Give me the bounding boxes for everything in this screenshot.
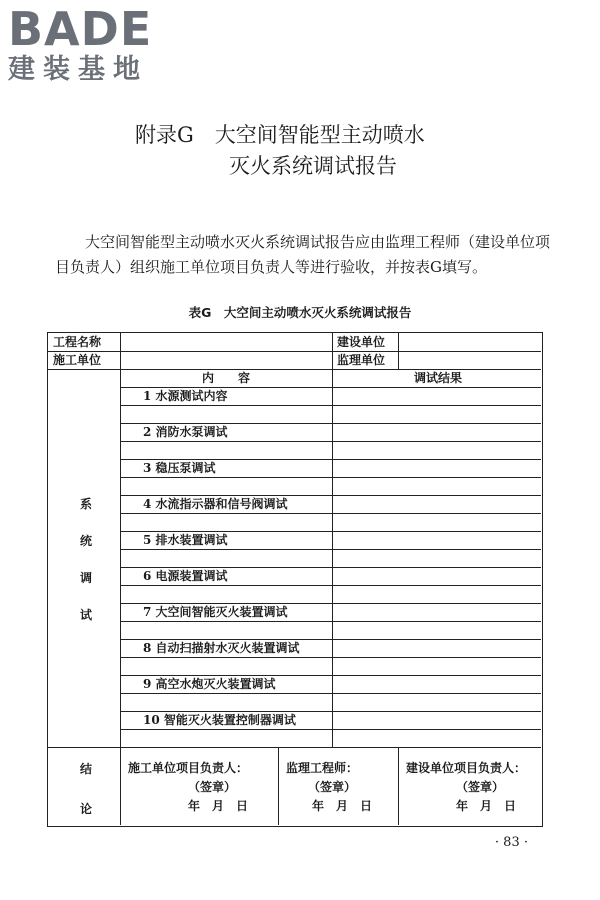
supervision-unit-value[interactable]	[403, 352, 533, 368]
section-char-4: 试	[80, 608, 93, 622]
signer-1-date: 年 月 日	[188, 799, 249, 813]
construction-unit-label: 建设单位	[337, 335, 386, 349]
logo-subtitle: 建装基地	[8, 54, 148, 85]
result-header: 调试结果	[413, 371, 462, 385]
section-char-3: 调	[80, 571, 93, 585]
title-line-1: 附录G 大空间智能型主动喷水	[135, 123, 425, 147]
intro-text: 大空间智能型主动喷水灭火系统调试报告应由监理工程师（建设单位项目负责人）组织施工单位项目负责人等进行验收，并按表G填写。	[55, 233, 551, 276]
table-caption: 表G 大空间主动喷水灭火系统调试报告	[188, 305, 412, 320]
project-name-label: 工程名称	[53, 335, 102, 349]
construction-unit-value[interactable]	[403, 334, 533, 350]
signer-3-date: 年 月 日	[456, 799, 517, 813]
item-6: 6 电源装置调试	[143, 569, 228, 583]
debug-report-table	[47, 332, 543, 827]
item-5: 5 排水装置调试	[143, 533, 228, 547]
item-10: 10 智能灭火装置控制器调试	[143, 713, 296, 727]
bade-logo	[8, 4, 178, 86]
signer-2-role: 监理工程师：	[286, 761, 359, 775]
item-3: 3 稳压泵调试	[143, 461, 216, 475]
builder-unit-label: 施工单位	[53, 353, 102, 367]
section-char-2: 统	[80, 534, 93, 548]
item-9: 9 高空水炮灭火装置调试	[143, 677, 276, 691]
signer-2-seal: （签章）	[308, 780, 357, 794]
conclusion-char-2: 论	[80, 802, 93, 816]
signer-3-role: 建设单位项目负责人：	[406, 761, 527, 775]
item-1: 1 水源测试内容	[143, 389, 228, 403]
item-4: 4 水流指示器和信号阀调试	[143, 497, 288, 511]
appendix-title	[135, 120, 425, 182]
signer-3-seal: （签章）	[456, 780, 505, 794]
supervision-unit-label: 监理单位	[337, 353, 386, 367]
intro-paragraph	[55, 230, 550, 280]
signer-1-role: 施工单位项目负责人：	[128, 761, 249, 775]
title-line-2: 灭火系统调试报告	[229, 154, 397, 178]
page-number: · 83 ·	[494, 835, 528, 850]
item-7: 7 大空间智能灭火装置调试	[143, 605, 288, 619]
logo-brand: BADE	[8, 2, 153, 56]
item-8: 8 自动扫描射水灭火装置调试	[143, 641, 300, 655]
signer-1-seal: （签章）	[188, 780, 237, 794]
conclusion-char-1: 结	[80, 762, 93, 776]
item-2: 2 消防水泵调试	[143, 425, 228, 439]
section-char-1: 系	[80, 497, 93, 511]
signer-2-date: 年 月 日	[312, 799, 373, 813]
content-header: 内 容	[201, 371, 250, 385]
